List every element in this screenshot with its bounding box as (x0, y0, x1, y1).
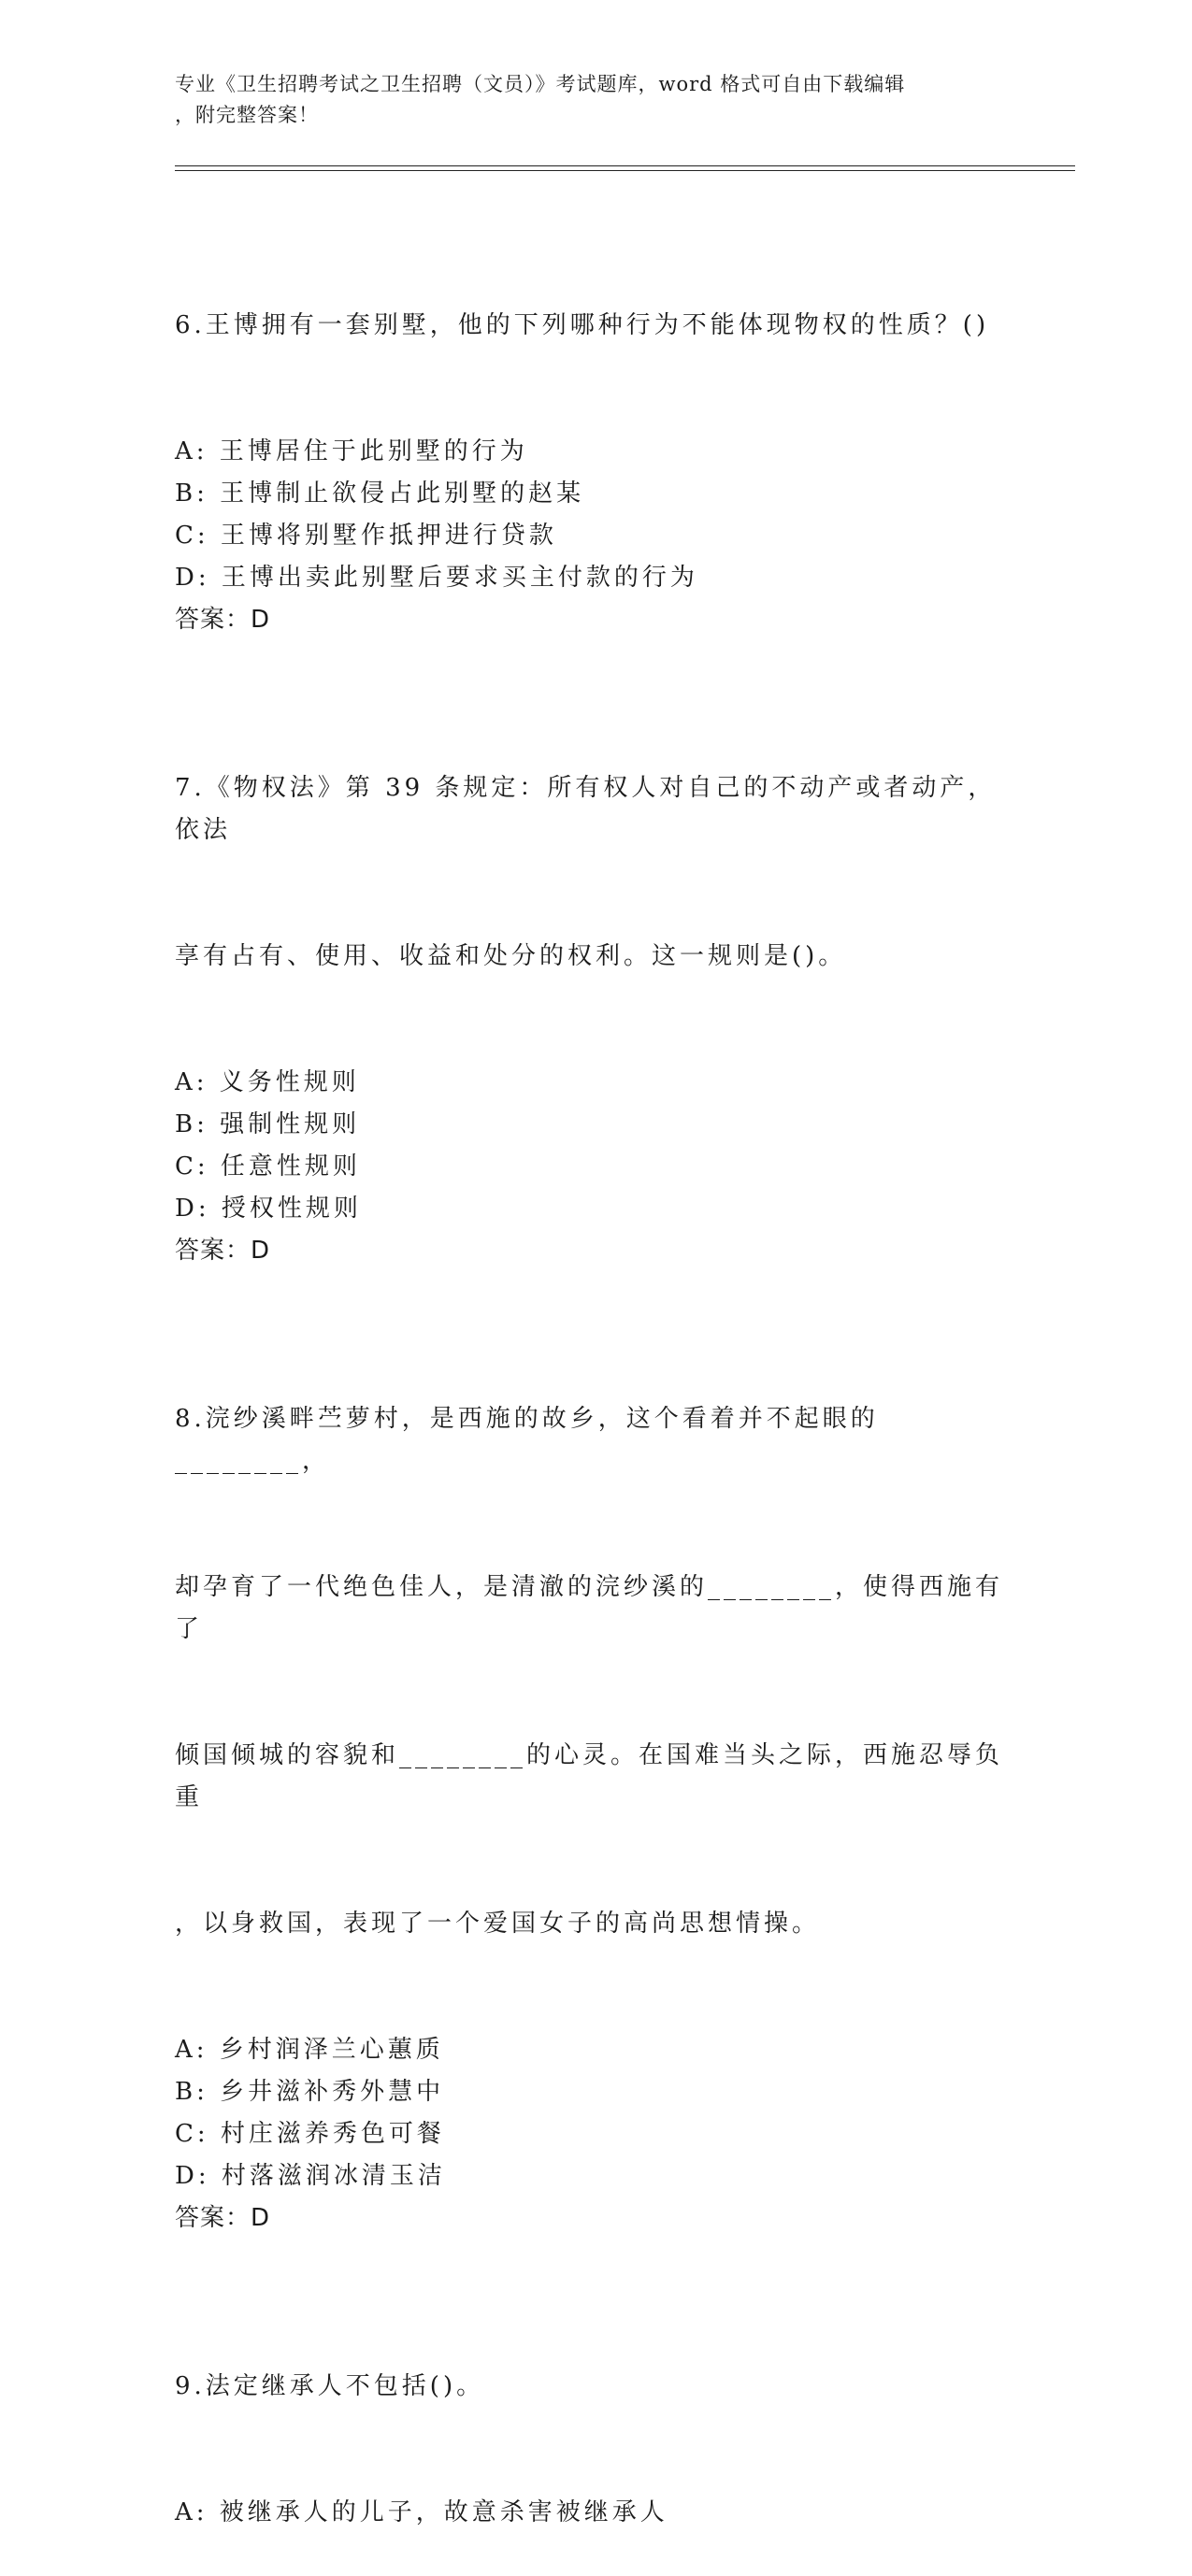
question-7 (175, 683, 1016, 1272)
option-a: A: 乡村润泽兰心蕙质 (175, 2036, 444, 2064)
stem-line: 8.浣纱溪畔苎萝村，是西施的故乡，这个看着并不起眼的________， (175, 1405, 879, 1475)
stem-line: 却孕育了一代绝色佳人，是清澈的浣纱溪的________，使得西施有了 (175, 1573, 1004, 1643)
header-line-2: ，附完整答案！ (175, 104, 319, 126)
option-b: B: 王博制止欲侵占此别墅的赵某 (175, 479, 585, 508)
question-stem (175, 221, 1016, 431)
question-list (175, 221, 1016, 2576)
document-header (175, 69, 998, 131)
option-a: A: 被继承人的儿子，故意杀害被继承人 (175, 2498, 668, 2526)
option-d: D: 授权性规则 (175, 1195, 362, 1223)
option-c: C: 王博将别墅作抵押进行贷款 (175, 522, 557, 550)
option-b: B: 强制性规则 (175, 1110, 361, 1138)
answer-label: 答案：D (175, 1237, 271, 1265)
stem-line: 享有占有、使用、收益和处分的权利。这一规则是()。 (175, 942, 847, 970)
stem-line: 6.王博拥有一套别墅，他的下列哪种行为不能体现物权的性质？() (175, 311, 990, 339)
question-6 (175, 221, 1016, 641)
option-b: B: 乡井滋补秀外慧中 (175, 2078, 445, 2106)
option-c: C: 村庄滋养秀色可餐 (175, 2120, 445, 2148)
question-stem (175, 1314, 1016, 2029)
header-divider-top (175, 165, 1075, 166)
header-divider-bottom (175, 170, 1075, 171)
stem-line: 倾国倾城的容貌和________的心灵。在国难当头之际，西施忍辱负重 (175, 1741, 1004, 1811)
question-9 (175, 2282, 1016, 2534)
question-stem (175, 683, 1016, 1062)
answer-label: 答案：D (175, 606, 271, 634)
question-8 (175, 1314, 1016, 2240)
answer-label: 答案：D (175, 2204, 271, 2232)
question-stem (175, 2282, 1016, 2492)
stem-line: 9.法定继承人不包括()。 (175, 2372, 485, 2400)
stem-line: ，以身救国，表现了一个爱国女子的高尚思想情操。 (175, 1910, 821, 1938)
option-c: C: 任意性规则 (175, 1152, 361, 1181)
option-a: A: 王博居住于此别墅的行为 (175, 437, 528, 465)
option-d: D: 村落滋润冰清玉洁 (175, 2162, 446, 2190)
option-d: D: 王博出卖此别墅后要求买主付款的行为 (175, 564, 698, 592)
option-a: A: 义务性规则 (175, 1068, 360, 1096)
stem-line: 7.《物权法》第 39 条规定：所有权人对自己的不动产或者动产，依法 (175, 774, 997, 844)
header-line-1: 专业《卫生招聘考试之卫生招聘（文员）》考试题库，word 格式可自由下载编辑 (175, 73, 906, 95)
